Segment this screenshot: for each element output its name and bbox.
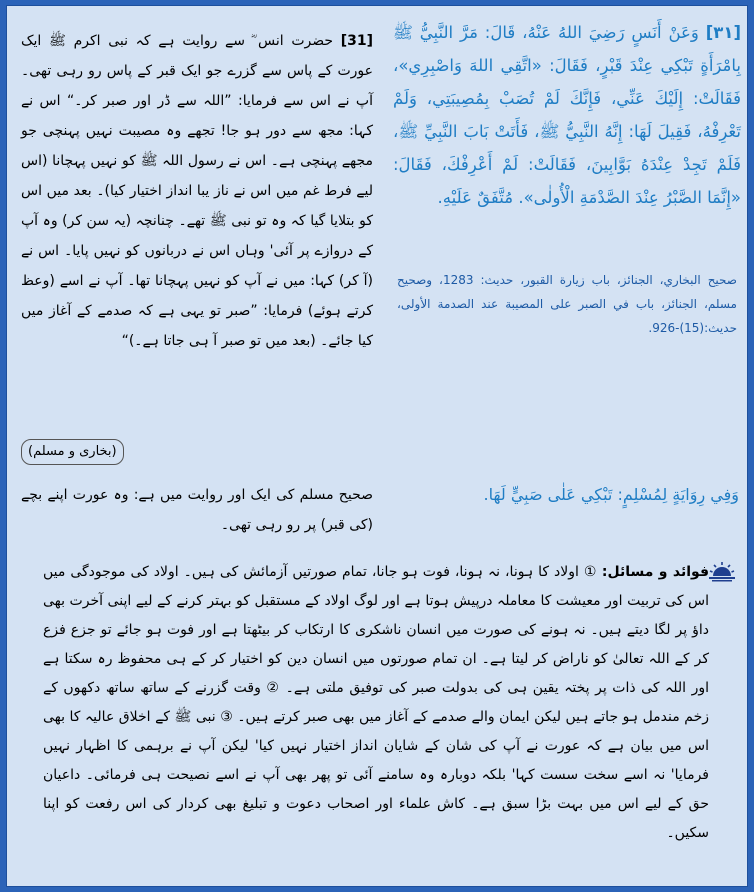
riwaya-urdu: صحیح مسلم کی ایک اور روایت میں ہے: وہ عورت اپنے بچے (کی قبر) پر رو رہی تھی۔: [21, 487, 373, 533]
hadith-arabic: [393, 16, 741, 214]
sunrise-icon: [709, 562, 735, 582]
hadith-number-arabic: [٣١]: [705, 23, 741, 42]
urdu-reference-badge: (بخاری و مسلم): [21, 439, 124, 465]
benefits-label: فوائد و مسائل:: [601, 564, 709, 580]
page: [6, 5, 748, 887]
hadith-urdu: [21, 26, 373, 356]
hadith-number-urdu: [31]: [340, 33, 374, 49]
source-reference: صحيح البخاري، الجنائز، باب زيارة القبور، حديث: 1283، وصحيح مسلم، الجنائز، باب في الصبر على المصيبة عند الصدمة الأولى، حديث:(15)-926.: [397, 273, 737, 335]
riwaya-arabic: وَفِي رِوَايَةٍ لِمُسْلِمٍ: تَبْكِي عَلٰى صَبِيٍّ لَهَا.: [483, 485, 739, 504]
benefits-section: [43, 558, 709, 848]
hadith-arabic-text: وَعَنْ أَنَسٍ رَضِيَ اللهُ عَنْهُ، قَالَ: مَرَّ النَّبِيُّ ﷺ بِامْرَأَةٍ تَبْكِي عِنْدَ قَبْرٍ، فَقَالَ: «اتَّقِي اللهَ وَاصْبِرِي»، فَقَالَتْ: إِلَيْكَ عَنِّي، فَإِنَّكَ لَمْ تُصَبْ بِمُصِيبَتِي، وَلَمْ تَعْرِفْهُ، فَقِيلَ لَهَا: إِنَّهُ النَّبِيُّ ﷺ، فَأَتَتْ بَابَ النَّبِيِّ ﷺ، فَلَمْ تَجِدْ عِنْدَهُ بَوَّابِينَ، فَقَالَتْ: لَمْ أَعْرِفْكَ، فَقَالَ: «إِنَّمَا الصَّبْرُ عِنْدَ الصَّدْمَةِ الْأُولٰى». مُتَّفَقٌ عَلَيْهِ.: [393, 23, 741, 207]
hadith-urdu-text: حضرت انس ؓ سے روایت ہے کہ نبی اکرم ﷺ ایک عورت کے پاس سے گزرے جو ایک قبر کے پاس رو رہی تھی۔ آپ نے اس سے فرمایا: ”اللہ سے ڈر اور صبر کر۔“ اس نے کہا: مجھ سے دور ہو جا! تجھے وہ مصیبت نہیں پہنچی جو مجھے پہنچی ہے۔ اس نے رسول اللہ ﷺ کو نہیں پہچانا (اس لیے فرط غم میں اس نے ناز یبا انداز اختیار کیا)۔ بعد میں اس کو بتلایا گیا کہ وہ تو نبی ﷺ تھے۔ چنانچہ (یہ سن کر) وہ آپ کے دروازے پر آئی' وہاں اس نے دربانوں کو نہیں پایا۔ اس نے (آ کر) کہا: میں نے آپ کو نہیں پہچانا تھا۔ آپ نے اسے (وعظ کرتے ہوئے) فرمایا: ”صبر تو یہی ہے کہ صدمے کے آغاز میں کیا جائے۔ (بعد میں تو صبر آ ہی جاتا ہے۔)“: [21, 33, 373, 349]
urdu-reference: [21, 439, 373, 465]
benefits-text: ① اولاد کا ہونا، نہ ہونا، فوت ہو جانا، تمام صورتیں آزمائش کی ہیں۔ اولاد کی موجودگی میں اس کی تربیت اور معیشت کا معاملہ درپیش ہوتا ہے اور لوگ اولاد کے مستقبل کو بہتر کرنے کے لیے اپنی آخرت بھی داؤ پر لگا دیتے ہیں۔ نہ ہونے کی صورت میں انسان ناشکری کا ارتکاب کر بیٹھتا ہے اور فوت ہو جائے تو جزع فزع کر کے اللہ تعالیٰ کو ناراض کر لیتا ہے۔ ان تمام صورتوں میں انسان دین کو اختیار کر کے ہی محفوظ رہ سکتا ہے اور اللہ کی ذات پر پختہ یقین ہی کی بدولت صبر کی توفیق ملتی ہے۔ ② وقت گزرنے کے ساتھ ساتھ دکھوں کے زخم مندمل ہو جاتے ہیں لیکن ایمان والے صدمے کے آغاز میں بھی صبر کرتے ہیں۔ ③ نبی ﷺ کے اخلاق عالیہ کا بھی اس میں بیان ہے کہ عورت نے آپ کی شان کے شایان انداز اختیار نہیں کیا' لیکن آپ نے برہمی کا اظہار نہیں فرمایا' نہ اسے سخت سست کہا' بلکہ دوبارہ وہ سامنے آئی تو پھر بھی آپ نے اسے نصیحت ہی فرمائی۔ داعیان حق کے لیے اس میں بہت بڑا سبق ہے۔ کاش علماء اور اصحاب دعوت و تبلیغ بھی کردار کی اس رفعت کو اپنا سکیں۔: [43, 564, 709, 841]
